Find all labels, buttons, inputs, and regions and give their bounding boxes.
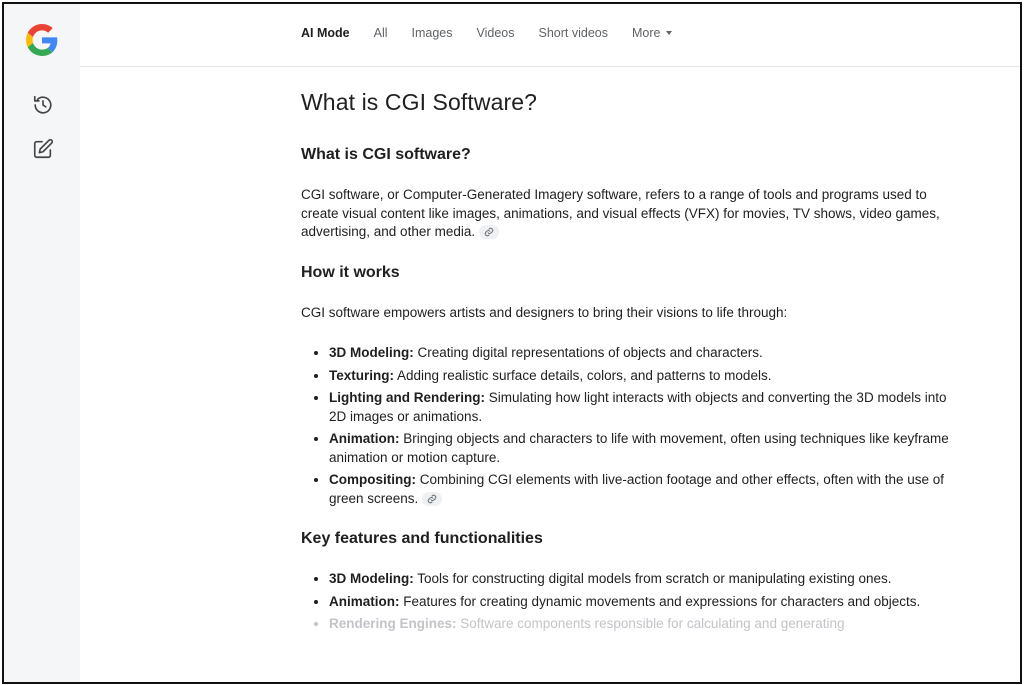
list-item-text: Software components responsible for calculating and generating bbox=[456, 616, 845, 631]
list-item-term: 3D Modeling: bbox=[329, 345, 414, 360]
google-logo[interactable] bbox=[26, 24, 58, 56]
list-item-term: Texturing: bbox=[329, 367, 394, 383]
list-item-term: Lighting and Rendering: bbox=[329, 390, 485, 405]
tab-label: Videos bbox=[476, 26, 515, 40]
ai-answer-content bbox=[301, 89, 951, 656]
list-item-text: Bringing objects and characters to life with movement, often using techniques like keyframe animation or motion capture. bbox=[329, 431, 949, 465]
caret-down-icon bbox=[666, 31, 672, 35]
browser-frame bbox=[2, 2, 1022, 684]
tab-label: All bbox=[373, 26, 388, 40]
section-heading: How it works bbox=[301, 263, 400, 281]
page-title: What is CGI Software? bbox=[301, 89, 538, 115]
history-icon[interactable] bbox=[32, 94, 54, 116]
section-paragraph bbox=[301, 186, 951, 242]
tab-ai-mode[interactable] bbox=[301, 26, 350, 40]
list-item bbox=[329, 430, 951, 467]
tab-label: More bbox=[632, 26, 661, 40]
bullet-list bbox=[301, 570, 951, 634]
list-item bbox=[329, 570, 951, 589]
tab-label: Images bbox=[411, 26, 453, 40]
section-paragraph: CGI software empowers artists and designers to bring their visions to life through: bbox=[301, 304, 788, 320]
list-item-term: Compositing: bbox=[329, 472, 416, 487]
tab-images[interactable] bbox=[412, 26, 453, 40]
tab-label: Short videos bbox=[538, 26, 608, 40]
paragraph-text: CGI software, or Computer-Generated Imagery software, refers to a range of tools and programs used to create visual content like images, animations, and visual effects (VFX) for movies, TV shows, video games, advertising, and other media. bbox=[301, 187, 940, 239]
tab-more[interactable] bbox=[632, 26, 672, 40]
list-item-term: Animation: bbox=[329, 431, 400, 446]
list-item bbox=[329, 344, 951, 363]
list-item-text: Features for creating dynamic movements and expressions for characters and objects. bbox=[399, 593, 921, 609]
source-link-icon[interactable] bbox=[479, 225, 499, 239]
bullet-list bbox=[301, 344, 951, 508]
search-mode-tabs bbox=[301, 26, 696, 40]
list-item-text: Combining CGI elements with live-action footage and other effects, often with the use of green screens. bbox=[329, 472, 945, 506]
tab-videos[interactable] bbox=[477, 26, 515, 40]
list-item-faded bbox=[329, 615, 951, 634]
list-item-term: Animation: bbox=[329, 593, 400, 609]
list-item-text: Tools for constructing digital models from scratch or manipulating existing ones. bbox=[413, 571, 892, 586]
tab-label: AI Mode bbox=[301, 26, 350, 40]
new-chat-icon[interactable] bbox=[32, 138, 54, 160]
list-item bbox=[329, 471, 951, 508]
tab-all[interactable] bbox=[374, 26, 388, 40]
section-heading: Key features and functionalities bbox=[301, 530, 543, 547]
top-nav-bar bbox=[80, 4, 1020, 67]
list-item-text: Adding realistic surface details, colors, and patterns to models. bbox=[394, 367, 772, 383]
list-item bbox=[329, 367, 951, 386]
scroll-fade-overlay bbox=[80, 654, 1020, 682]
list-item-text: Creating digital representations of objects and characters. bbox=[413, 345, 763, 360]
list-item-term: Rendering Engines: bbox=[329, 616, 457, 631]
source-link-icon[interactable] bbox=[422, 492, 442, 506]
section-heading: What is CGI software? bbox=[301, 146, 471, 163]
list-item-term: 3D Modeling: bbox=[329, 571, 414, 586]
left-sidebar bbox=[4, 4, 80, 682]
list-item-text: Simulating how light interacts with objects and converting the 3D models into 2D images or animations. bbox=[329, 390, 947, 424]
list-item bbox=[329, 389, 951, 426]
list-item bbox=[329, 593, 951, 612]
tab-short-videos[interactable] bbox=[539, 26, 608, 40]
